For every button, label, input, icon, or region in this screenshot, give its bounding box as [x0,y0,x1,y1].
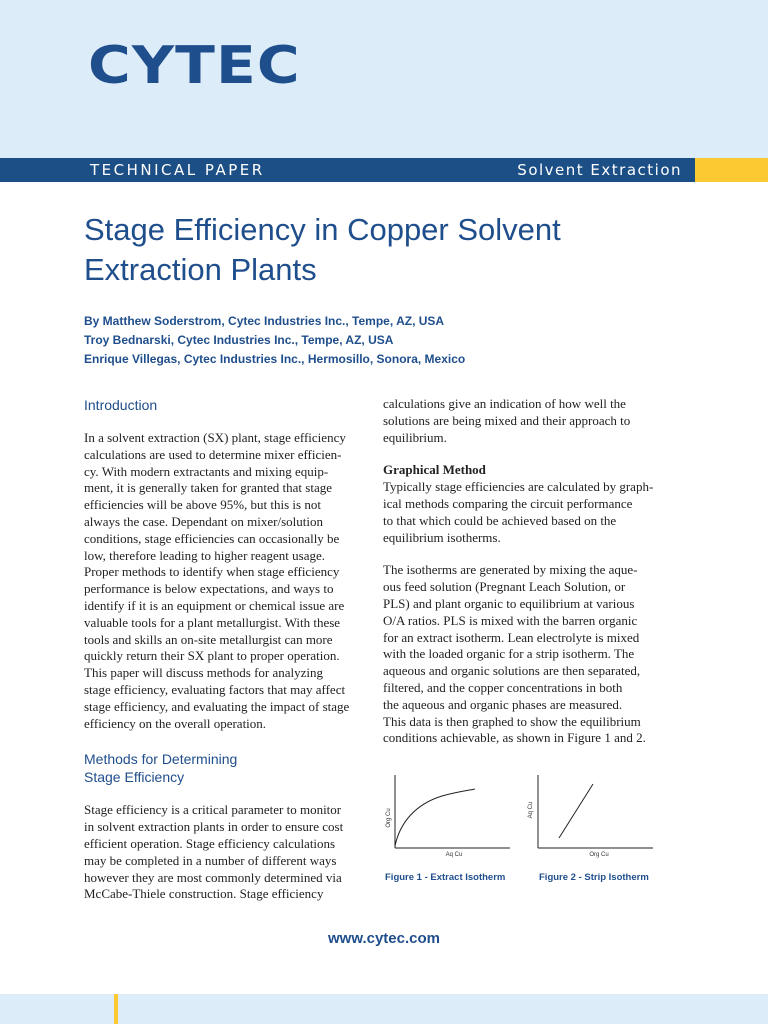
text-line: calculations are used to determine mixer efficien- [84,446,342,462]
section-heading-introduction: Introduction [84,397,158,413]
heading-line: Stage Efficiency [84,769,185,786]
text-line: quickly return their SX plant to proper operation. [84,648,340,664]
text-line: to that which could be achieved based on the [383,512,617,528]
footer-accent-bar [114,994,118,1024]
y-axis-label: Org Cu [386,808,392,828]
section-heading-methods [84,750,354,786]
text-line: always the case. Dependant on mixer/solution [84,513,323,529]
author-line: Enrique Villegas, Cytec Industries Inc., Hermosillo, Sonora, Mexico [84,352,466,366]
text-line: with the loaded organic for a strip isotherm. The [383,646,635,662]
text-line: for an extract isotherm. Lean electrolyte is mixed [383,629,640,645]
website-link[interactable]: www.cytec.com [328,930,440,947]
banner-label-left: TECHNICAL PAPER [90,161,265,179]
text-line: conditions, stage efficiencies can occasionally be [84,530,340,546]
text-line: Proper methods to identify when stage efficiency [84,564,340,580]
text-line: calculations give an indication of how well the [383,396,626,411]
text-line: in solvent extraction plants in order to ensure cost [84,819,344,835]
text-line: equilibrium isotherms. [383,529,501,545]
banner-accent [695,158,768,182]
text-line: ous feed solution (Pregnant Leach Solution, or [383,579,626,595]
text-line: PLS) and plant organic to equilibrium at various [383,595,635,611]
text-line: stage efficiency, and evaluating the impact of stage [84,698,350,714]
text-line: This data is then graphed to show the equilibrium [383,713,641,729]
text-line: filtered, and the copper concentrations in both [383,679,623,695]
text-line: This paper will discuss methods for analyzing [84,665,324,681]
right-column [383,396,656,747]
text-line: cy. With modern extractants and mixing equip- [84,463,329,479]
author-line: By Matthew Soderstrom, Cytec Industries Inc., Tempe, AZ, USA [84,314,445,328]
text-line: ical methods comparing the circuit performance [383,495,633,511]
text-line: stage efficiency, evaluating factors that may affect [84,681,346,697]
figure-2-caption: Figure 2 - Strip Isotherm [539,872,649,883]
text-line: solutions are being mixed and their approach to [383,412,631,428]
isotherm-line [559,784,593,838]
intro-paragraph [84,430,354,732]
text-line: McCabe-Thiele construction. Stage efficiency [84,886,324,902]
text-line: ment, it is generally taken for granted that stage [84,480,332,496]
text-line: In a solvent extraction (SX) plant, stage efficiency [84,430,346,445]
figure-strip-isotherm [525,770,655,870]
text-line: performance is below expectations, and ways to [84,581,334,597]
text-line: O/A ratios. PLS is mixed with the barren organic [383,612,638,628]
title-line-2: Extraction Plants [84,252,317,287]
cytec-logo: CYTEC [88,36,301,96]
x-axis-label: Aq Cu [445,852,463,858]
figure-1-caption: Figure 1 - Extract Isotherm [385,872,506,883]
text-line: tools and skills an on-site metallurgist can more [84,631,333,647]
text-line: however they are most commonly determined via [84,869,342,885]
author-list [84,312,465,369]
text-line: identify if it is an equipment or chemical issue are [84,597,345,613]
heading-line: Methods for Determining [84,751,238,768]
text-line: efficiency on the overall operation. [84,715,267,731]
title-line-1: Stage Efficiency in Copper Solvent [84,212,561,247]
methods-paragraph [84,802,354,903]
text-line: Stage efficiency is a critical parameter to monitor [84,802,342,818]
continued-paragraph [383,396,656,446]
paper-title [84,210,684,290]
isotherm-paragraph [383,562,656,747]
graphical-paragraph [383,479,656,546]
text-line: valuable tools for a plant metallurgist. With these [84,614,341,630]
text-line: Typically stage efficiencies are calculated by graph- [383,479,654,495]
author-line: Troy Bednarski, Cytec Industries Inc., Tempe, AZ, USA [84,333,394,347]
text-line: equilibrium. [383,429,447,445]
text-line: the aqueous and organic phases are measured. [383,696,623,712]
text-line: may be completed in a number of different ways [84,852,337,868]
left-column [84,396,354,903]
isotherm-curve [395,789,475,846]
figure-extract-isotherm [382,770,512,870]
x-axis-label: Org Cu [589,852,609,858]
text-line: conditions achievable, as shown in Figure 1 and 2. [383,730,646,746]
text-line: aqueous and organic solutions are then separated, [383,663,641,679]
subsection-heading-graphical: Graphical Method [383,462,486,478]
banner-label-right: Solvent Extraction [517,161,682,179]
text-line: efficient operation. Stage efficiency calculations [84,835,336,851]
text-line: efficiencies will be above 95%, but this is not [84,497,321,513]
y-axis-label: Aq Cu [528,801,534,819]
text-line: The isotherms are generated by mixing the aque- [383,562,638,578]
text-line: low, therefore leading to higher reagent usage. [84,547,326,563]
